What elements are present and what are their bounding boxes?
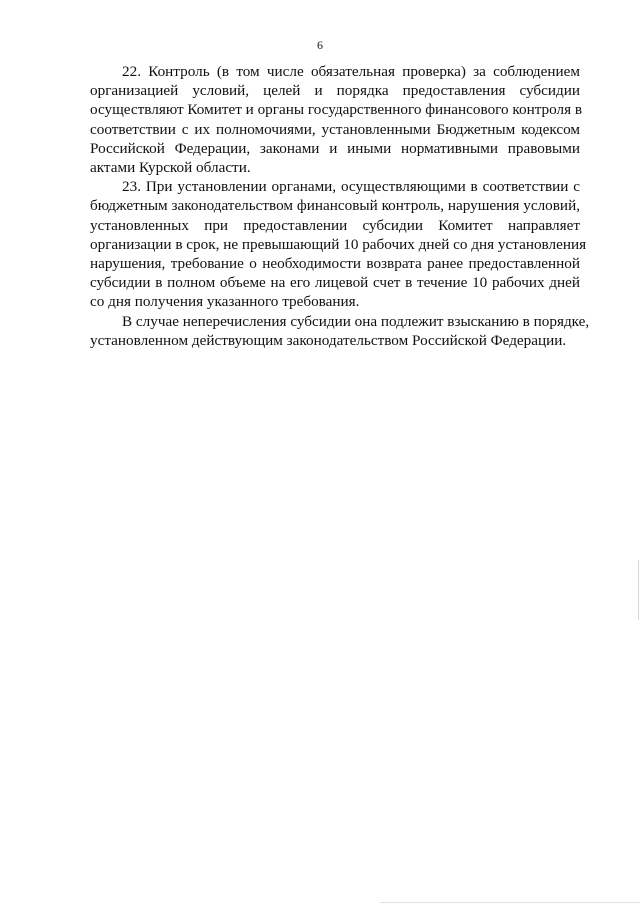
text-line: соответствии с их полномочиями, установленными Бюджетным кодексом [90, 120, 580, 138]
text-line: нарушения, требование о необходимости возврата ранее предоставленной [90, 255, 580, 273]
text-line: установленных при предоставлении субсидии Комитет направляет [90, 216, 580, 234]
text-line: установленном действующим законодательством Российской Федерации. [90, 331, 567, 349]
text-line: субсидии в полном объеме на его лицевой счет в течение 10 рабочих дней [90, 274, 580, 292]
text-line: актами Курской области. [90, 159, 251, 177]
paragraph-23 [90, 177, 587, 311]
scan-edge-mark [638, 560, 639, 620]
text-line: организацией условий, целей и порядка предоставления субсидии [90, 82, 580, 100]
text-line: организации в срок, не превышающий 10 рабочих дней со дня установления [90, 235, 587, 253]
text-line: 23. При установлении органами, осуществляющими в соответствии с [122, 178, 580, 196]
text-line: В случае неперечисления субсидии она подлежит взысканию в порядке, [122, 312, 590, 330]
text-line: Российской Федерации, законами и иными нормативными правовыми [90, 139, 580, 157]
text-line: бюджетным законодательством финансовый контроль, нарушения условий, [90, 197, 580, 215]
paragraph-subsidy-recovery [90, 312, 590, 350]
text-line: осуществляют Комитет и органы государственного финансового контроля в [90, 101, 583, 119]
text-line: со дня получения указанного требования. [90, 293, 360, 311]
document-body [90, 62, 590, 350]
text-line: 22. Контроль (в том числе обязательная проверка) за соблюдением [122, 63, 580, 80]
page-number: 6 [317, 38, 323, 52]
paragraph-22 [90, 62, 583, 177]
scan-edge-mark [380, 902, 640, 903]
